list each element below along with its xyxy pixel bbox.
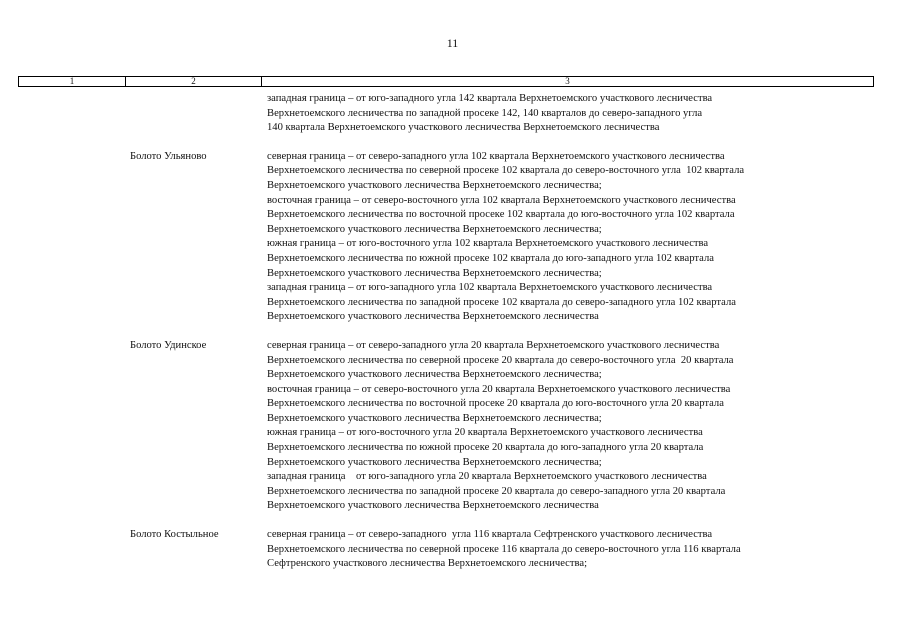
boundary-line: Верхнетоемского участкового лесничества Верхнетоемского лесничества; — [267, 369, 602, 381]
boundary-line: восточная граница – от северо-восточного угла 102 квартала Верхнетоемского участкового лесничества — [267, 194, 736, 206]
boundary-line: западная граница – от юго-западного угла 102 квартала Верхнетоемского участкового лесничества — [267, 282, 713, 294]
boundary-line: южная граница – от юго-восточного угла 102 квартала Верхнетоемского участкового лесничества — [267, 238, 709, 250]
boundary-line: Верхнетоемского лесничества по западной просеке 102 квартала до северо-западного угла 102 квартала — [267, 296, 736, 308]
boundary-line: Сефтренского участкового лесничества Верхнетоемского лесничества; — [267, 558, 588, 570]
document-body — [0, 92, 905, 572]
boundary-line: Верхнетоемского лесничества по северной просеке 20 квартала до северо-восточного угла 20 квартала — [267, 354, 734, 366]
table-row — [0, 528, 905, 572]
boundary-line: Верхнетоемского участкового лесничества Верхнетоемского лесничества; — [267, 223, 602, 235]
boundary-line: северная граница – от северо-западного угла 20 квартала Верхнетоемского участкового лесничества — [267, 339, 720, 351]
boundary-line: Верхнетоемского лесничества по западной просеке 20 квартала до северо-западного угла 20 квартала — [267, 485, 726, 497]
bog-name: Болото Ульяново — [130, 150, 207, 162]
boundary-line: западная граница от юго-западного угла 20 квартала Верхнетоемского участкового лесничества — [267, 471, 707, 483]
boundary-description — [267, 150, 887, 325]
boundary-line: Верхнетоемского лесничества по восточной просеке 102 квартала до юго-восточного угла 102 квартала — [267, 209, 735, 221]
column-header-3: 3 — [565, 76, 570, 86]
boundary-description — [267, 528, 887, 572]
boundary-line: Верхнетоемского лесничества по восточной просеке 20 квартала до юго-восточного угла 20 квартала — [267, 398, 724, 410]
boundary-line: Верхнетоемского участкового лесничества Верхнетоемского лесничества — [267, 311, 599, 323]
boundary-description — [267, 339, 887, 514]
boundary-line: 140 квартала Верхнетоемского участкового лесничества Верхнетоемского лесничества — [267, 122, 660, 134]
boundary-line: Верхнетоемского участкового лесничества Верхнетоемского лесничества; — [267, 267, 602, 279]
table-header-row — [18, 76, 874, 87]
bog-name: Болото Костыльное — [130, 529, 219, 541]
boundary-line: Верхнетоемского лесничества по западной просеке 142, 140 кварталов до северо-западного угла — [267, 107, 703, 119]
boundary-line: Верхнетоемского лесничества по северной просеке 116 квартала до северо-восточного угла 116 квартала — [267, 543, 741, 555]
boundary-line: Верхнетоемского участкового лесничества Верхнетоемского лесничества; — [267, 412, 602, 424]
table-row — [0, 339, 905, 514]
boundary-line: восточная граница – от северо-восточного угла 20 квартала Верхнетоемского участкового лесничества — [267, 383, 731, 395]
column-header-2: 2 — [126, 77, 262, 86]
boundary-line: Верхнетоемского участкового лесничества Верхнетоемского лесничества; — [267, 456, 602, 468]
column-header-1: 1 — [19, 77, 126, 86]
boundary-line: южная граница – от юго-восточного угла 20 квартала Верхнетоемского участкового лесничества — [267, 427, 703, 439]
boundary-line: Верхнетоемского участкового лесничества Верхнетоемского лесничества; — [267, 179, 602, 191]
page-number: 11 — [446, 36, 459, 50]
table-row — [0, 150, 905, 325]
boundary-line: западная граница – от юго-западного угла 142 квартала Верхнетоемского участкового лесничества — [267, 93, 713, 104]
boundary-line: Верхнетоемского лесничества по южной просеке 20 квартала до юго-западного угла 20 квартала — [267, 442, 704, 454]
boundary-line: северная граница – от северо-западного угла 102 квартала Верхнетоемского участкового лесничества — [267, 150, 725, 162]
boundary-line: Верхнетоемского лесничества по северной просеке 102 квартала до северо-восточного угла 102 квартала — [267, 165, 745, 177]
bog-name: Болото Удинское — [130, 339, 207, 351]
boundary-line: Верхнетоемского лесничества по южной просеке 102 квартала до юго-западного угла 102 квартала — [267, 252, 714, 264]
boundary-line: Верхнетоемского участкового лесничества Верхнетоемского лесничества — [267, 500, 599, 512]
boundary-line: северная граница – от северо-западного угла 116 квартала Сефтренского участкового лесничества — [267, 529, 713, 541]
table-row — [0, 92, 905, 136]
boundary-description — [267, 92, 887, 136]
